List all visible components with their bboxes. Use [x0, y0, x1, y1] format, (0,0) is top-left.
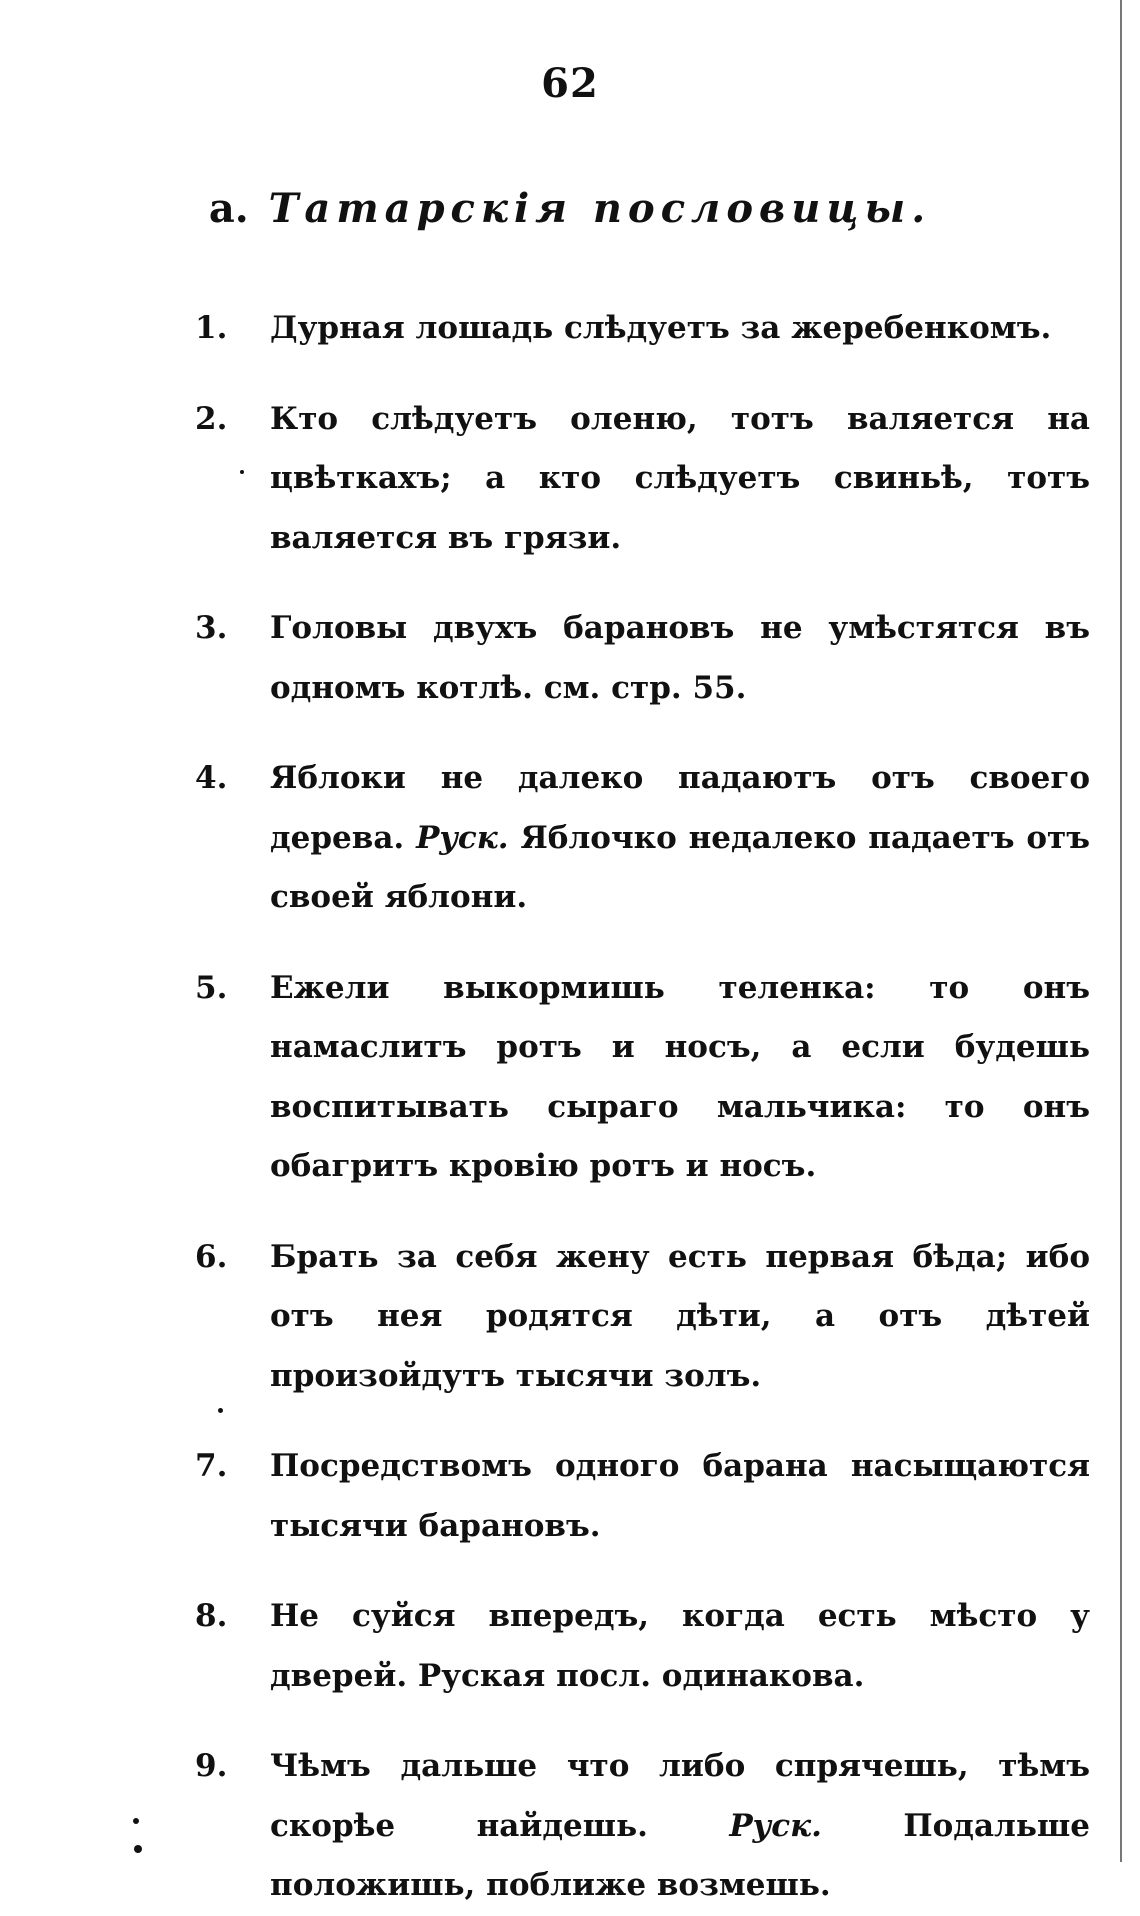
scan-speck: [134, 1845, 142, 1853]
proverb-text: Посредствомъ одного барана насыщаются тысячи барановъ.: [270, 1448, 1090, 1544]
proverb-text: Не суйся впередъ, когда есть мѣсто у дверей. Руская посл. одинакова.: [270, 1598, 1090, 1694]
proverb-item-9: [195, 1737, 1090, 1916]
proverb-number: 9.: [195, 1748, 228, 1784]
proverb-text: Яблоки не далеко падаютъ отъ своего дерева.: [270, 760, 1090, 856]
page-number: 62: [541, 60, 599, 107]
proverb-item-1: [195, 299, 1090, 359]
proverb-text: Дурная лошадь слѣдуетъ за жеребенкомъ.: [270, 310, 1052, 346]
proverb-number: 5.: [195, 969, 228, 1006]
proverb-text: Головы двухъ барановъ не умѣстятся въ одномъ котлѣ. см. стр. 55.: [270, 610, 1090, 706]
proverb-item-2: [195, 390, 1090, 569]
scan-speck: [218, 1408, 223, 1413]
proverb-text: Ежели выкормишь теленка: то онъ намаслитъ ротъ и носъ, а если будешь воспитывать сыраго мальчика: то онъ обагритъ кровію ротъ и носъ.: [270, 969, 1090, 1184]
proverb-text: Чѣмъ дальше что либо спрячешь, тѣмъ скорѣе найдешь.: [270, 1748, 1090, 1844]
proverb-number: 4.: [195, 760, 228, 796]
proverb-russian-equivalent: Яблочко недалеко падаетъ отъ своей яблони.: [270, 819, 1091, 915]
section-marker: a.: [208, 185, 249, 232]
scan-speck: [240, 470, 244, 474]
section-title: Татарскія пословицы.: [268, 185, 932, 232]
proverb-text: Кто слѣдуетъ оленю, тотъ валяется на цвѣткахъ; а кто слѣдуетъ свиньѣ, тотъ валяется въ грязи.: [270, 400, 1090, 556]
russian-reference: Руск.: [729, 1807, 822, 1844]
proverb-item-7: [195, 1437, 1090, 1556]
proverb-number: 2.: [195, 400, 228, 437]
proverb-number: 7.: [195, 1448, 228, 1484]
proverb-number: 1.: [195, 310, 228, 346]
proverb-item-8: [195, 1587, 1090, 1706]
proverb-number: 3.: [195, 610, 228, 646]
page-edge-line: [1120, 0, 1122, 1862]
proverb-item-6: [195, 1228, 1090, 1407]
proverb-russian-equivalent: Подальше положишь, поближе возмешь.: [270, 1807, 1090, 1903]
scan-speck: [133, 1818, 139, 1824]
proverb-number: 8.: [195, 1598, 228, 1634]
proverb-item-3: [195, 599, 1090, 718]
proverb-list: [195, 268, 1090, 1916]
russian-reference: Руск.: [416, 819, 509, 856]
proverb-item-5: [195, 959, 1090, 1197]
proverb-text: Брать за себя жену есть первая бѣда; ибо отъ нея родятся дѣти, а отъ дѣтей произойдутъ тысячи золъ.: [270, 1238, 1090, 1394]
proverb-number: 6.: [195, 1238, 228, 1275]
section-heading: [0, 185, 1140, 232]
proverb-item-4: [195, 749, 1090, 928]
